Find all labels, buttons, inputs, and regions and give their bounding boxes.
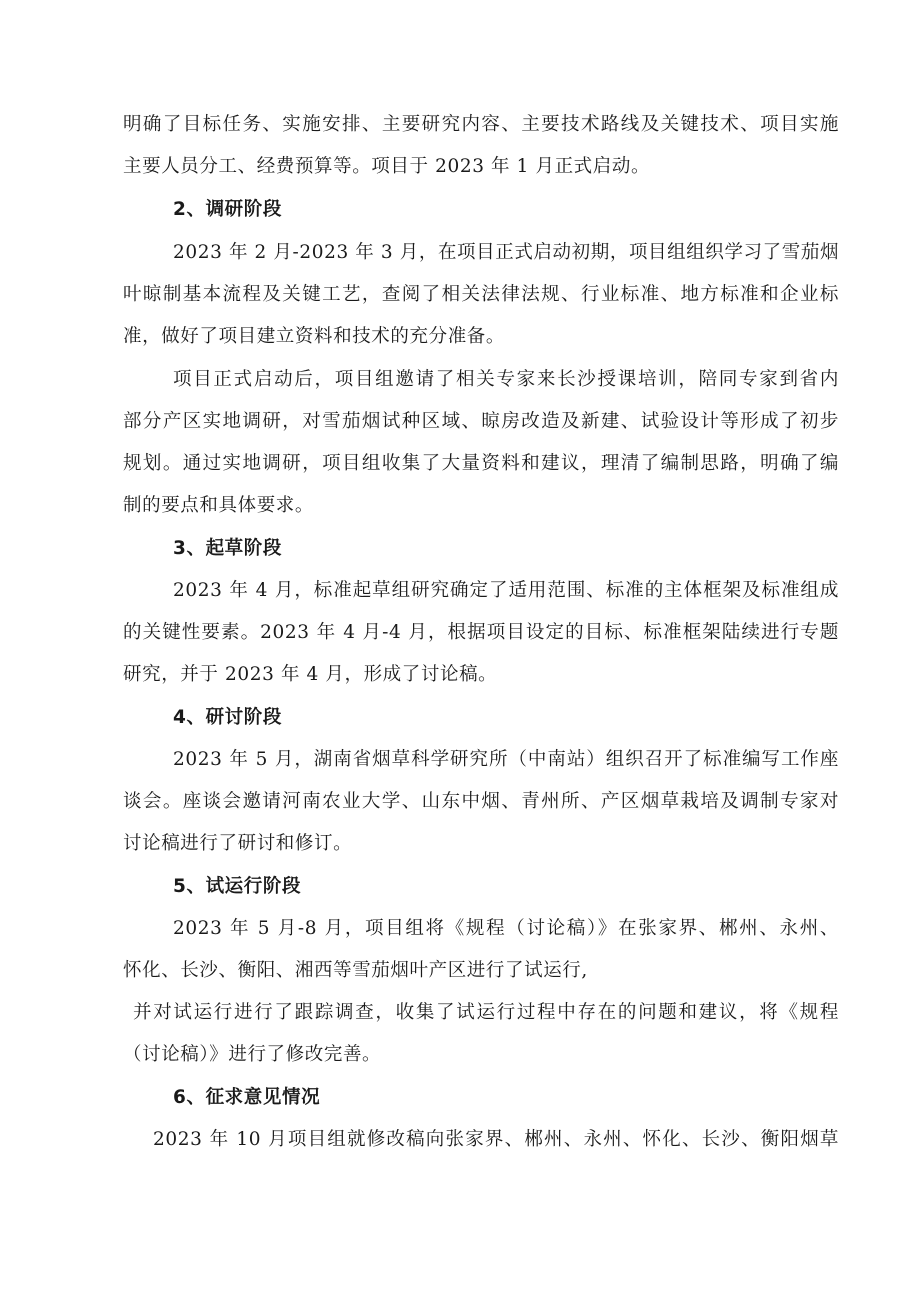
- text-line: 2023 年 4 月，标准起草组研究确定了适用范围、标准的主体框架及标准组成: [173, 580, 839, 601]
- text-line: 项目正式启动后，项目组邀请了相关专家来长沙授课培训，陪同专家到省内: [173, 369, 839, 390]
- text-line: 制的要点和具体要求。: [123, 495, 315, 516]
- section-heading-drafting: 3、起草阶段: [173, 538, 282, 559]
- text-line: 叶晾制基本流程及关键工艺，查阅了相关法律法规、行业标准、地方标准和企业标: [123, 284, 839, 305]
- text-line: 研究，并于 2023 年 4 月，形成了讨论稿。: [123, 664, 498, 685]
- text-line: 怀化、长沙、衡阳、湘西等雪茄烟叶产区进行了试运行,: [123, 960, 588, 981]
- text-line: 讨论稿进行了研讨和修订。: [123, 833, 353, 854]
- text-line: 2023 年 5 月-8 月，项目组将《规程（讨论稿）》在张家界、郴州、永州、: [173, 918, 839, 939]
- text-line: 规划。通过实地调研，项目组收集了大量资料和建议，理清了编制思路，明确了编: [123, 453, 839, 474]
- text-line: 准，做好了项目建立资料和技术的充分准备。: [123, 326, 506, 347]
- text-line: 2023 年 2 月-2023 年 3 月，在项目正式启动初期，项目组组织学习了雪茄烟: [173, 242, 840, 263]
- text-line: 并对试运行进行了跟踪调查，收集了试运行过程中存在的问题和建议，将《规程: [133, 1002, 839, 1023]
- text-line: 明确了目标任务、实施安排、主要研究内容、主要技术路线及关键技术、项目实施: [123, 114, 839, 135]
- text-line: 主要人员分工、经费预算等。项目于 2023 年 1 月正式启动。: [123, 156, 651, 177]
- text-line: 谈会。座谈会邀请河南农业大学、山东中烟、青州所、产区烟草栽培及调制专家对: [123, 791, 839, 812]
- text-line: 2023 年 5 月，湖南省烟草科学研究所（中南站）组织召开了标准编写工作座: [173, 749, 839, 770]
- text-line: 2023 年 10 月项目组就修改稿向张家界、郴州、永州、怀化、长沙、衡阳烟草: [153, 1129, 839, 1150]
- text-line: （讨论稿）》进行了修改完善。: [123, 1044, 382, 1065]
- text-line: 部分产区实地调研，对雪茄烟试种区域、晾房改造及新建、试验设计等形成了初步: [123, 411, 839, 432]
- section-heading-survey: 2、调研阶段: [173, 199, 282, 220]
- section-heading-consultation: 6、征求意见情况: [173, 1087, 321, 1108]
- text-line: 的关键性要素。2023 年 4 月-4 月，根据项目设定的目标、标准框架陆续进行专题: [123, 622, 839, 643]
- section-heading-discussion: 4、研讨阶段: [173, 707, 282, 728]
- section-heading-trial-run: 5、试运行阶段: [173, 876, 302, 897]
